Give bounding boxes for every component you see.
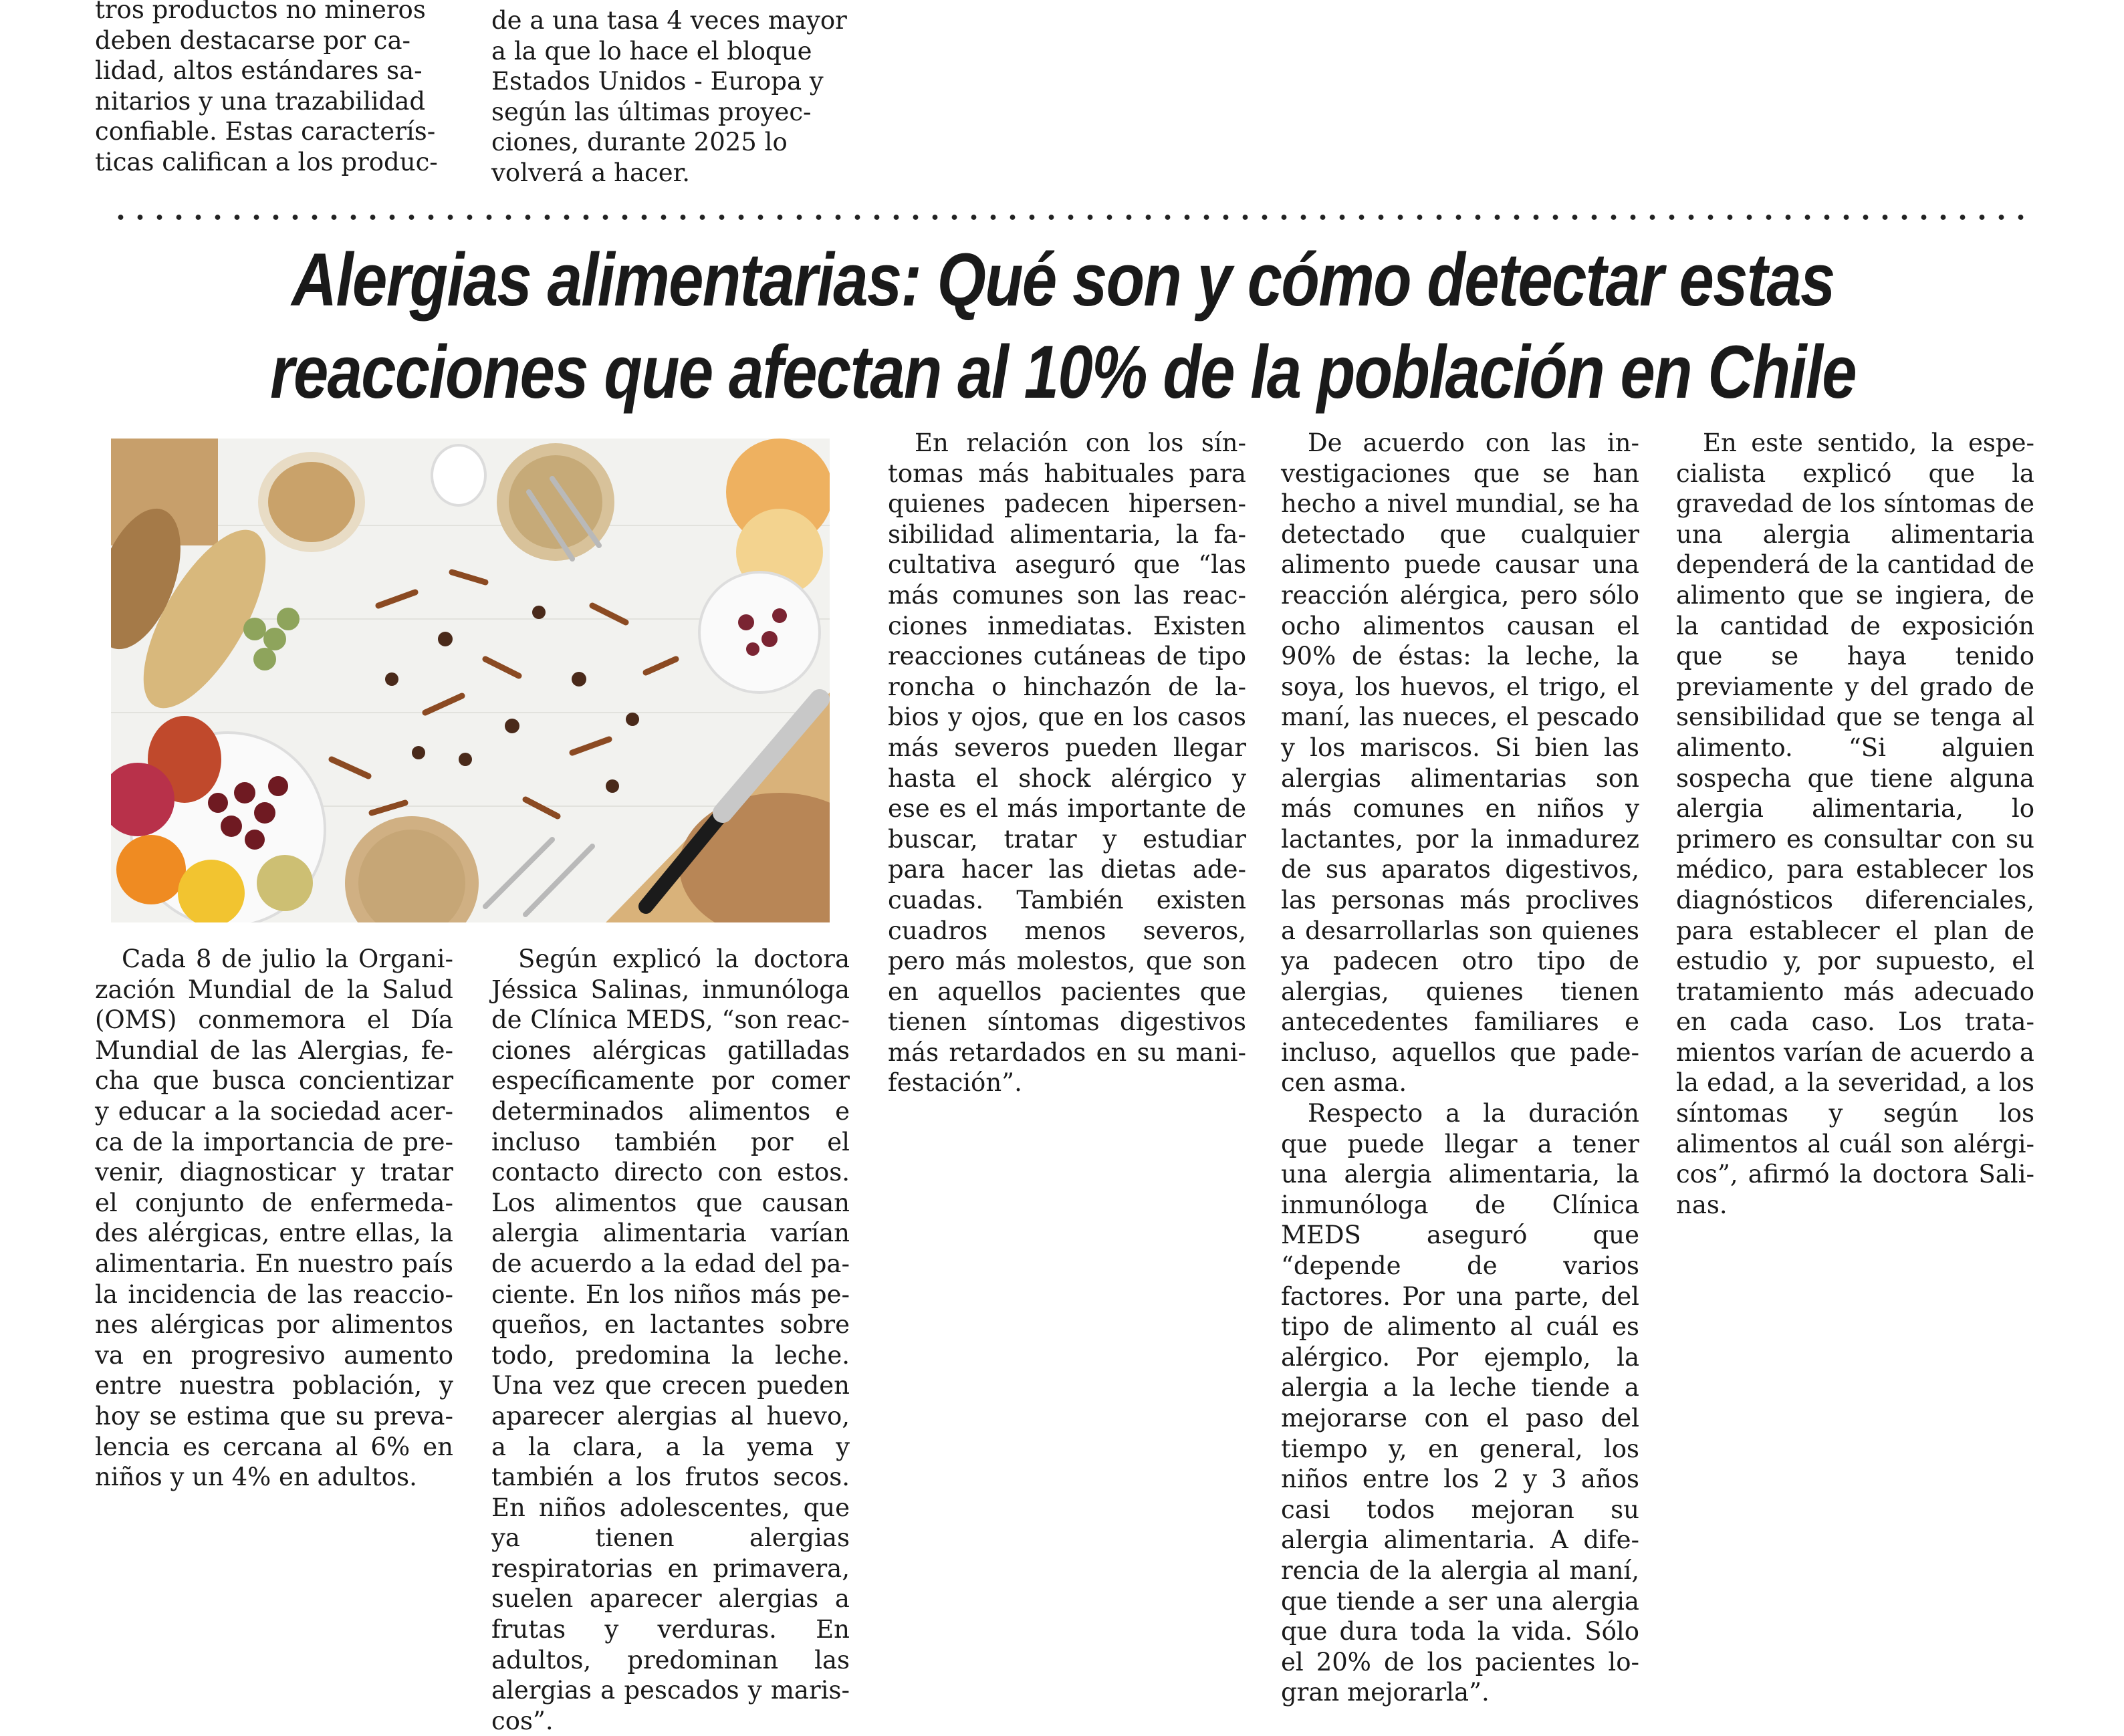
- dotted-divider: [111, 213, 2030, 222]
- text-line: volverá a hacer.: [491, 158, 691, 187]
- paragraph-duration: Respecto a la duración que puede llegar a tener una alergia alimentaria, la inmunóloga de Clínica MEDS aseguró que “depende de varios factores. Por una parte, del tipo de alimento al cuál es alérgico. Por ejemplo, la alergia a la leche tiende a mejorarse con el paso del tiempo y, en general, los niños entre los 2 y 3 años casi todos mejoran su alergia alimentaria. A diferencia de la alergia al maní, que tiende a ser una alergia que dura toda la vida. Sólo el 20% de los pacientes logran mejorarla”.: [1281, 1099, 1639, 1707]
- paragraph-severity: En este sentido, la especialista explicó que la gravedad de los síntomas de una alergia alimentaria dependerá de la cantidad de alimento que se ingiera, de la cantidad de exposición que se haya tenido previamente y del grado de sensibilidad que se tenga al alimento. “Si alguien sospecha que tiene alguna alergia alimentaria, lo primero es consultar con su médico, para establecer los diagnósticos diferenciales, para establecer el plan de estudio y, por supuesto, el tratamiento más adecuado en cada caso. Los tratamientos varían de acuerdo a la edad, a la severidad, a los síntomas y según los alimentos al cuál son alérgicos”, afirmó la doctora Salinas.: [1676, 428, 2034, 1219]
- paragraph-allergies-by-age: Según explicó la doctora Jéssica Salinas, inmunóloga de Clínica MEDS, “son reacciones alérgicas gatilladas específicamente por comer determinados alimentos e incluso también por el contacto directo con estos. Los alimentos que causan alergia alimentaria varían de acuerdo a la edad del paciente. En los niños más pequeños, en lactantes sobre todo, predomina la leche. Una vez que crecen pueden aparecer alergias al huevo, a la clara, a la yema y también a los frutos secos. En niños adolescentes, que ya tienen alergias respiratorias en primavera, suelen aparecer alergias a frutas y verduras. En adultos, predominan las alergias a pescados y mariscos”.: [491, 945, 850, 1735]
- text-line: lidad, altos estándares sa-: [95, 56, 423, 86]
- previous-article-column-1: [95, 0, 453, 178]
- article-column-5: [1676, 428, 2034, 1220]
- text-line: de a una tasa 4 veces mayor: [491, 6, 847, 35]
- article-column-3: [888, 428, 1246, 1098]
- paragraph-symptoms: En relación con los síntomas más habituales para quienes padecen hipersensibilidad alimentaria, la facultativa aseguró que “las más comunes son las reacciones inmediatas. Existen reacciones cutáneas de tipo roncha o hinchazón de labios y ojos, que en los casos más severos pueden llegar hasta el shock alérgico y ese es el más importante de buscar, tratar y estudiar para hacer las dietas adecuadas. También existen cuadros menos severos, pero más molestos, que son en aquellos pacientes que tienen síntomas digestivos más retardados en su manifestación”.: [888, 428, 1246, 1098]
- article-column-4: [1281, 428, 1639, 1708]
- text-line: a la que lo hace el bloque: [491, 36, 812, 66]
- paragraph-intro: Cada 8 de julio la Organización Mundial de la Salud (OMS) conmemora el Día Mundial de las Alergias, fecha que busca concientizar y educar a la sociedad acerca de la importancia de prevenir, diagnosticar y tratar el conjunto de enfermedades alérgicas, entre ellas, la alimentaria. En nuestro país la incidencia de las reacciones alérgicas por alimentos va en progresivo aumento entre nuestra población, y hoy se estima que su prevalencia es cercana al 6% en niños y un 4% en adultos.: [95, 945, 453, 1492]
- text-line: ticas califican a los produc-: [95, 147, 438, 176]
- paragraph-research: De acuerdo con las investigaciones que se han hecho a nivel mundial, se ha detectado que cualquier alimento puede causar una reacción alérgica, pero sólo ocho alimentos causan el 90% de éstas: la leche, la soya, los huevos, el trigo, el maní, las nueces, el pescado y los mariscos. Si bien las alergias alimentarias son más comunes en niños y lactantes, por la inmadurez de sus aparatos digestivos, las personas más proclives a desarrollarlas son quienes ya padecen otro tipo de alergias, quienes tienen antecedentes familiares e incluso, aquellos que padecen asma.: [1281, 428, 1639, 1098]
- headline-line-2: reacciones que afectan al 10% de la población en Chile: [270, 330, 1856, 414]
- article-column-2: [491, 944, 850, 1736]
- text-line: tros productos no mineros: [95, 0, 426, 24]
- text-line: Estados Unidos - Europa y: [491, 67, 824, 96]
- text-line: deben destacarse por ca-: [95, 25, 411, 55]
- text-line: confiable. Estas caracterís-: [95, 117, 436, 146]
- article-column-1: [95, 944, 453, 1493]
- article-headline: [254, 234, 1871, 418]
- previous-article-column-2: [491, 5, 850, 189]
- headline-line-1: Alergias alimentarias: Qué son y cómo detectar estas: [291, 238, 1835, 322]
- text-line: ciones, durante 2025 lo: [491, 128, 788, 157]
- text-line: según las últimas proyec-: [491, 97, 812, 126]
- food-table-photo: [111, 439, 830, 922]
- text-line: nitarios y una trazabilidad: [95, 86, 426, 116]
